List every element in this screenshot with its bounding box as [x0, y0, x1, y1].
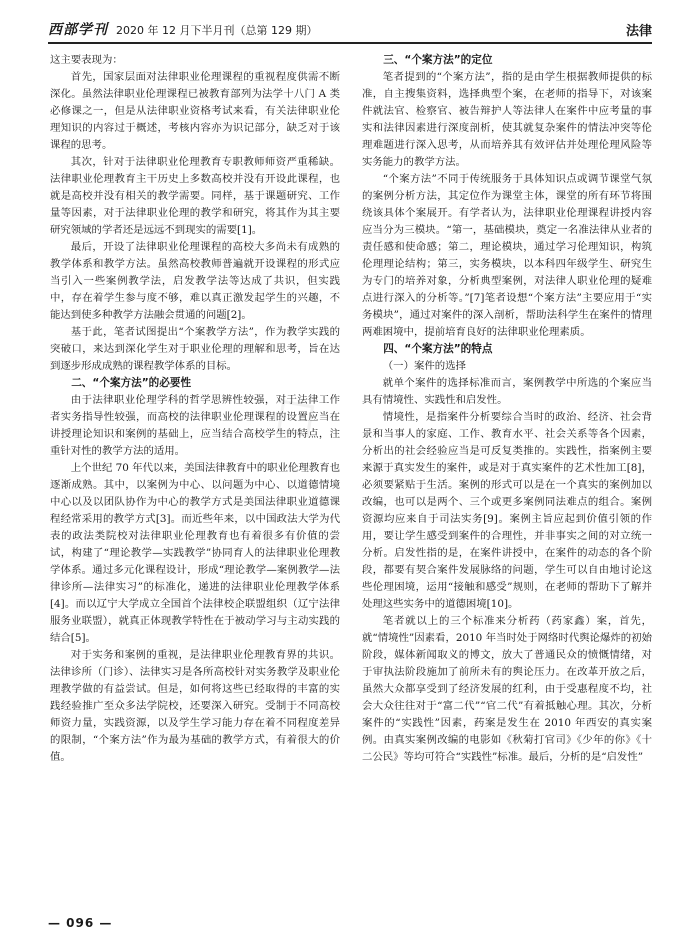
section-heading: 二、“个案方法”的必要性: [71, 377, 192, 389]
right-column: [362, 52, 652, 897]
paragraph: 基于此，笔者试图提出“个案教学方法”，作为教学实践的突破口，来达到深化学生对于职业伦理的理解和思考，旨在达到逐步形成成熟的课程教学体系的目标。: [50, 326, 340, 372]
paragraph: 对于实务和案例的重视，是法律职业伦理教育界的共识。法律诊所（门诊）、法律实习是各所高校针对实务教学及职业伦理教学做的有益尝试。但是，如何将这些已经取得的丰富的实践经验推广至众多法学院校，还要深入研究。受制于不同高校师资力量，实践资源，以及学生学习能力存在着不同程度差异的限制，“个案方法”作为最为基础的教学方式，有着很大的价值。: [50, 649, 340, 763]
issue-info: 2020 年 12 月下半月刊（总第 129 期）: [116, 24, 318, 37]
page-header: [48, 20, 652, 44]
section-label: 法律: [625, 24, 652, 39]
section-heading: 四、“个案方法”的特点: [383, 343, 493, 355]
paragraph: 笔者就以上的三个标准来分析药（药家鑫）案，首先，就“情境性”因素看，2010 年当时处于网络时代舆论爆炸的初始阶段，媒体新闻取义的博文，放大了普通民众的愤慨情绪，对于审执法阶段施加了前所未有的舆论压力。在改革开放之后，虽然大众都享受到了经济发展的红利，由于受惠程度不均，社会大众往往对于“富二代”“官二代”有着抵触心理。其次，分析案件的“实践性”因素，药案是发生在 2010 年西安的真实案例。由真实案例改编的电影如《秋菊打官司》《少年的你》《十二公民》等均可符合“实践性”标准。最后，分析的是“启发性”: [362, 615, 652, 763]
paragraph: 这主要表现为：: [50, 54, 123, 66]
section-heading: 三、“个案方法”的定位: [383, 54, 493, 66]
paragraph: “个案方法”不同于传统服务于具体知识点或调节课堂气氛的案例分析方法，其定位作为课堂主体，课堂的所有环节将围绕该具体个案展开。有学者认为，法律职业伦理课程讲授内容应当分为三模块。“第一，基础模块，奠定一名准法律从业者的责任感和使命感；第二，理论模块，通过学习伦理知识，构筑伦理理论结构；第三，实务模块，以本科四年级学生、研究生为专门的培养对象，分析典型案例，对法律人职业伦理的疑难点进行深入的分析等。”[7]笔者设想“个案方法”主要应用于“实务模块”，通过对案件的深入剖析，帮助法科学生在案件的情理两难困境中，提前培育良好的法律职业伦理素质。: [362, 173, 652, 338]
header-left: [48, 19, 317, 42]
paragraph: 由于法律职业伦理学科的哲学思辨性较强，对于法律工作者实务指导性较强，而高校的法律职业伦理课程的设置应当在讲授理论知识和案例的基础上，应当结合高校学生的特点，注重针对性的教学方法的适用。: [50, 394, 340, 457]
paragraph: 其次，针对于法律职业伦理教育专职教师师资严重稀缺。法律职业伦理教育主干历史上多数高校并没有开设此课程，也就是高校并没有相关的教学需要。同样，基于课题研究、工作量等因素，对于法律职业伦理的教学和研究，将其作为其主要研究领域的学者还是远远不到现实的需要[1]。: [50, 156, 340, 236]
paragraph: 就单个案件的选择标准而言，案例教学中所选的个案应当具有情境性、实践性和启发性。: [362, 377, 652, 406]
watermark: ◇: [254, 373, 333, 457]
paragraph: 上个世纪 70 年代以来，美国法律教育中的职业伦理教育也逐渐成熟。其中，以案例为中心、以问题为中心、以道德情境中心以及以团队协作为中心的教学方式是美国法律职业道德课程经常采用的教学方式[3]。而近些年来，以中国政法大学为代表的政法类院校对法律职业伦理教育也有着很多有价值的尝试，构建了“理论教学—实践教学”协同育人的法律职业伦理教学体系。通过多元化课程设计，形成“理论教学—案例教学—法律诊所—法律实习”的标准化，递进的法律职业伦理教学体系[4]。而以辽宁大学成立全国首个法律校企联盟组织（辽宁法律服务业联盟），就真正体现教学特性在于被动学习与主动实践的结合[5]。: [50, 462, 340, 644]
paragraph: 最后，开设了法律职业伦理课程的高校大多尚未有成熟的教学体系和教学方法。虽然高校教师普遍就开设课程的形式应当引入一些案例教学法，启发教学法等达成了共识，但实践中，存在着学生参与度不够，难以真正激发起学生的兴趣，不能达到使多种教学方法融会贯通的问题[2]。: [50, 241, 340, 321]
journal-title: 西部学刊: [48, 22, 108, 38]
page-number: — 096 —: [48, 916, 113, 930]
paragraph: 笔者提到的“个案方法”，指的是由学生根据教师提供的标准，自主搜集资料，选择典型个案，在老师的指导下，对该案件就法官、检察官、被告辩护人等法律人在案件中应考量的事实和法律因素进行深度剖析，使其就复杂案件的情法冲突等伦理难题进行深入思考，从而培养其有效评估并处理伦理风险等实务能力的教学方法。: [362, 71, 652, 168]
left-column: [50, 52, 340, 897]
subsection-heading: （一）案件的选择: [382, 360, 466, 372]
paragraph: 情境性，是指案件分析要综合当时的政治、经济、社会背景和当事人的家庭、工作、教育水平、社会关系等各个因素，分析出的社会经验应当是可反复类推的。实践性，指案例主要来源于真实发生的案件，或是对于真实案件的艺术性加工[8]，必须要紧贴于生活。案例的形式可以是在一个真实的案例加以改编，也可以是两个、三个或更多案例同法难点的组合。案例资源均应来自于司法实务[9]。案例主旨应起到价值引领的作用，要让学生感受到案件的合理性，并非事实之间的对立统一分析。启发性指的是，在案件讲授中，在案件的动态的各个阶段，都要有契合案件发展脉络的问题，学生可以自由地讨论这些伦理困境，运用“接触和感受”规则，在老师的帮助下了解并处理这些实务中的道德困境[10]。: [362, 411, 652, 610]
paragraph: 首先，国家层面对法律职业伦理课程的重视程度供需不断深化。虽然法律职业伦理课程已被教育部列为法学十八门 A 类必修课之一，但是从法律职业资格考试来看，有关法律职业伦理知识的内容过于概述，考核内容亦为识记部分，缺乏对于该课程的思考。: [50, 71, 340, 151]
